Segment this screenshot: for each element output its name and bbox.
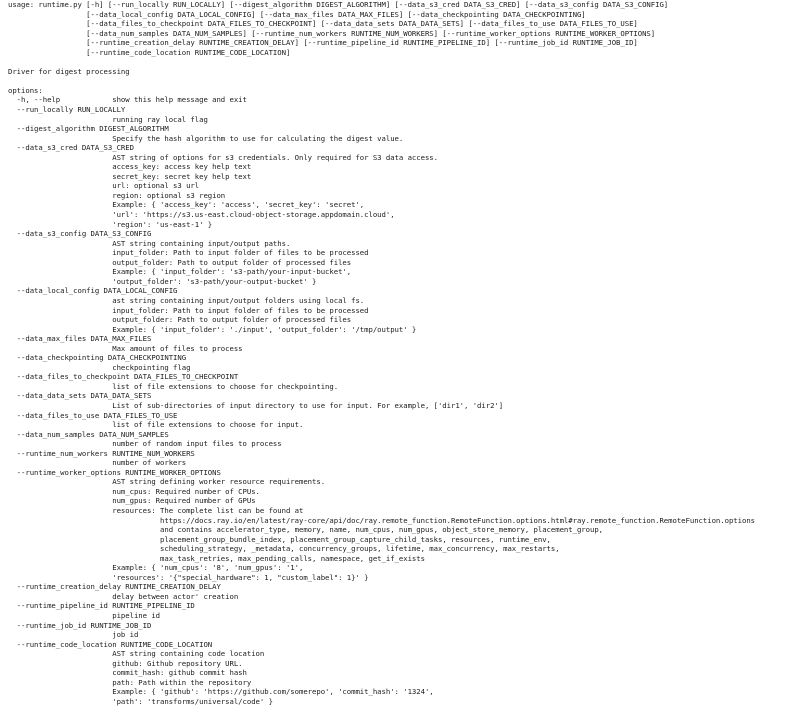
terminal-line: list of file extensions to choose for input. <box>8 420 304 430</box>
terminal-line: Example: { 'input_folder': './input', 'output_folder': '/tmp/output' } <box>8 324 417 334</box>
terminal-line: [--runtime_code_location RUNTIME_CODE_LOCATION] <box>8 47 291 57</box>
terminal-line: secret_key: secret key help text <box>8 171 252 181</box>
terminal-line: output_folder: Path to output folder of processed files <box>8 257 352 267</box>
terminal-line: Example: { 'github': 'https://github.com/somerepo', 'commit_hash': '1324', <box>8 687 434 697</box>
terminal-line: usage: runtime.py [-h] [--run_locally RUN_LOCALLY] [--digest_algorithm DIGEST_ALGORITHM] [--data_s3_cred DATA_S3_CRED] [--data_s3_config DATA_S3_CONFIG] <box>8 0 669 9</box>
terminal-line: --digest_algorithm DIGEST_ALGORITHM <box>8 124 169 134</box>
terminal-line: 'resources': '{"special_hardware": 1, "custom_label": 1}' } <box>8 572 369 582</box>
terminal-line: running ray local flag <box>8 114 208 124</box>
terminal-line: path: Path within the repository <box>8 677 252 687</box>
terminal-line: number of random input files to process <box>8 439 282 449</box>
terminal-line: --data_data_sets DATA_DATA_SETS <box>8 391 152 401</box>
terminal-line: -h, --help show this help message and exit <box>8 95 247 105</box>
terminal-line <box>8 57 798 67</box>
terminal-line: commit_hash: github commit hash <box>8 668 247 678</box>
terminal-line: [--data_num_samples DATA_NUM_SAMPLES] [--runtime_num_workers RUNTIME_NUM_WORKERS] [--runtime_worker_options RUNTIME_WORKER_OPTIONS] <box>8 28 656 38</box>
terminal-line: [--runtime_creation_delay RUNTIME_CREATION_DELAY] [--runtime_pipeline_id RUNTIME_PIPELINE_ID] [--runtime_job_id RUNTIME_JOB_ID] <box>8 38 638 48</box>
terminal-line: Max amount of files to process <box>8 343 243 353</box>
terminal-line: Driver for digest processing <box>8 66 130 76</box>
terminal-line: 'url': 'https://s3.us-east.cloud-object-storage.appdomain.cloud', <box>8 210 395 220</box>
terminal-line: and contains accelerator_type, memory, name, num_cpus, num_gpus, object_store_memory, placement_group, <box>8 525 604 535</box>
terminal-line: checkpointing flag <box>8 362 191 372</box>
terminal-line: --data_num_samples DATA_NUM_SAMPLES <box>8 429 169 439</box>
terminal-line: --runtime_num_workers RUNTIME_NUM_WORKERS <box>8 448 195 458</box>
terminal-line: AST string defining worker resource requirements. <box>8 477 326 487</box>
terminal-line: access_key: access key help text <box>8 162 252 172</box>
terminal-line: --runtime_worker_options RUNTIME_WORKER_OPTIONS <box>8 467 221 477</box>
terminal-line: placement_group_bundle_index, placement_group_capture_child_tasks, resources, runtime_env, <box>8 534 551 544</box>
terminal-line: --runtime_pipeline_id RUNTIME_PIPELINE_ID <box>8 601 195 611</box>
terminal-line: --data_max_files DATA_MAX_FILES <box>8 334 152 344</box>
terminal-line: --run_locally RUN_LOCALLY <box>8 105 126 115</box>
terminal-line: [--data_files_to_checkpoint DATA_FILES_TO_CHECKPOINT] [--data_data_sets DATA_DATA_SETS] [--data_files_to_use DATA_FILES_TO_USE] <box>8 19 638 29</box>
terminal-line: --data_files_to_use DATA_FILES_TO_USE <box>8 410 178 420</box>
terminal-line: --runtime_code_location RUNTIME_CODE_LOCATION <box>8 639 213 649</box>
terminal-line: input_folder: Path to input folder of files to be processed <box>8 248 369 258</box>
terminal-line: job id <box>8 630 139 640</box>
terminal-line: url: optional s3 url <box>8 181 200 191</box>
terminal-line: num_gpus: Required number of GPUs <box>8 496 256 506</box>
terminal-line: --data_checkpointing DATA_CHECKPOINTING <box>8 353 187 363</box>
terminal-line: ast string containing input/output folders using local fs. <box>8 295 365 305</box>
terminal-line: scheduling_strategy, _metadata, concurrency_groups, lifetime, max_concurrency, max_restarts, <box>8 544 560 554</box>
terminal-line: --data_s3_cred DATA_S3_CRED <box>8 143 134 153</box>
terminal-line: https://docs.ray.io/en/latest/ray-core/api/doc/ray.remote_function.RemoteFunction.options.html#ray.remote_function.RemoteFunction.options <box>8 515 756 525</box>
terminal-line: delay between actor' creation <box>8 591 239 601</box>
terminal-line: num_cpus: Required number of CPUs. <box>8 486 260 496</box>
terminal-line: 'region': 'us-east-1' } <box>8 219 213 229</box>
terminal-line: Specify the hash algorithm to use for calculating the digest value. <box>8 133 404 143</box>
terminal-line: pipeline id <box>8 611 161 620</box>
terminal-line: input_folder: Path to input folder of files to be processed <box>8 305 369 315</box>
terminal-line: List of sub-directories of input directory to use for input. For example, ['dir1', 'dir2'] <box>8 400 504 410</box>
terminal-line: Example: { 'access_key': 'access', 'secret_key': 'secret', <box>8 200 365 210</box>
terminal-line: 'path': 'transforms/universal/code' } <box>8 696 273 706</box>
terminal-output <box>8 0 798 706</box>
terminal-line: options: <box>8 85 43 95</box>
terminal-line: AST string of options for s3 credentials. Only required for S3 data access. <box>8 152 438 162</box>
terminal-line: AST string containing input/output paths. <box>8 238 291 248</box>
terminal-line: --runtime_creation_delay RUNTIME_CREATION_DELAY <box>8 582 221 592</box>
terminal-line <box>8 76 798 86</box>
terminal-line: --data_files_to_checkpoint DATA_FILES_TO_CHECKPOINT <box>8 372 239 382</box>
terminal-line: --data_local_config DATA_LOCAL_CONFIG <box>8 286 178 296</box>
terminal-line: output_folder: Path to output folder of processed files <box>8 315 352 325</box>
terminal-line: --data_s3_config DATA_S3_CONFIG <box>8 229 152 239</box>
terminal-line: list of file extensions to choose for checkpointing. <box>8 381 339 391</box>
terminal-line: region: optional s3 region <box>8 190 226 200</box>
terminal-line: Example: { 'input_folder': 's3-path/your-input-bucket', <box>8 267 352 277</box>
terminal-line: resources: The complete list can be found at <box>8 505 304 515</box>
terminal-line: github: Github repository URL. <box>8 658 243 668</box>
terminal-line: 'output_folder': 's3-path/your-output-bucket' } <box>8 276 317 286</box>
terminal-line: --runtime_job_id RUNTIME_JOB_ID <box>8 620 152 630</box>
terminal-line: [--data_local_config DATA_LOCAL_CONFIG] [--data_max_files DATA_MAX_FILES] [--data_checkpointing DATA_CHECKPOINTING] <box>8 9 586 19</box>
terminal-line: Example: { 'num_cpus': '8', 'num_gpus': '1', <box>8 563 304 573</box>
terminal-line: AST string containing code location <box>8 649 265 659</box>
terminal-line: number of workers <box>8 458 187 468</box>
terminal-line: max_task_retries, max_pending_calls, namespace, get_if_exists <box>8 553 425 563</box>
